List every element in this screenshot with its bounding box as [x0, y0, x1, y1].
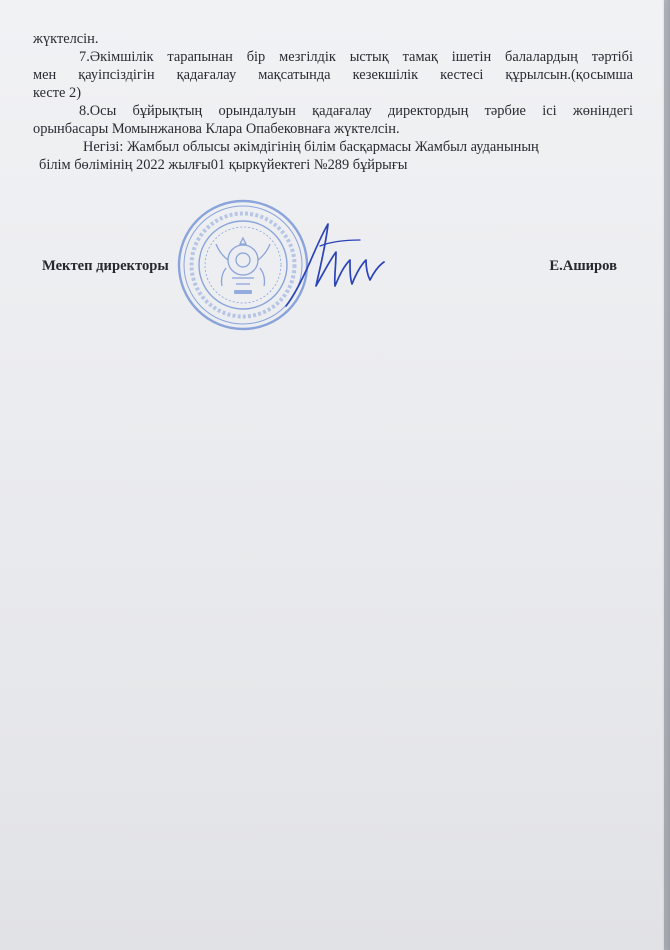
- text-line-6: орынбасары Момынжанова Клара Опабековнаға жүктелсін.: [33, 121, 400, 137]
- text-line-3: мен қауіпсіздігін қадағалау мақсатында кезекшілік кестесі құрылсын.(қосымша: [33, 67, 633, 83]
- text-line-1: жүктелсін.: [33, 31, 99, 47]
- director-title: Мектеп директоры: [42, 258, 169, 274]
- text-line-4: кесте 2): [33, 85, 82, 101]
- text-line-5: 8.Осы бұйрықтың орындалуын қадағалау директордың тәрбие ісі жөніндегі: [79, 103, 633, 119]
- signature-row: [42, 258, 617, 280]
- text-line-7: Негізі: Жамбыл облысы әкімдігінің білім басқармасы Жамбыл ауданының: [83, 139, 539, 155]
- order-text: [33, 30, 633, 174]
- text-line-8: білім бөлімінің 2022 жылғы01 қыркүйектегі №289 бұйрығы: [39, 157, 408, 173]
- director-name: Е.Аширов: [549, 258, 617, 274]
- page-edge-shadow: [662, 0, 670, 950]
- text-line-2: 7.Әкімшілік тарапынан бір мезгілдік ыстық тамақ ішетін балалардың тәртібі: [79, 49, 633, 65]
